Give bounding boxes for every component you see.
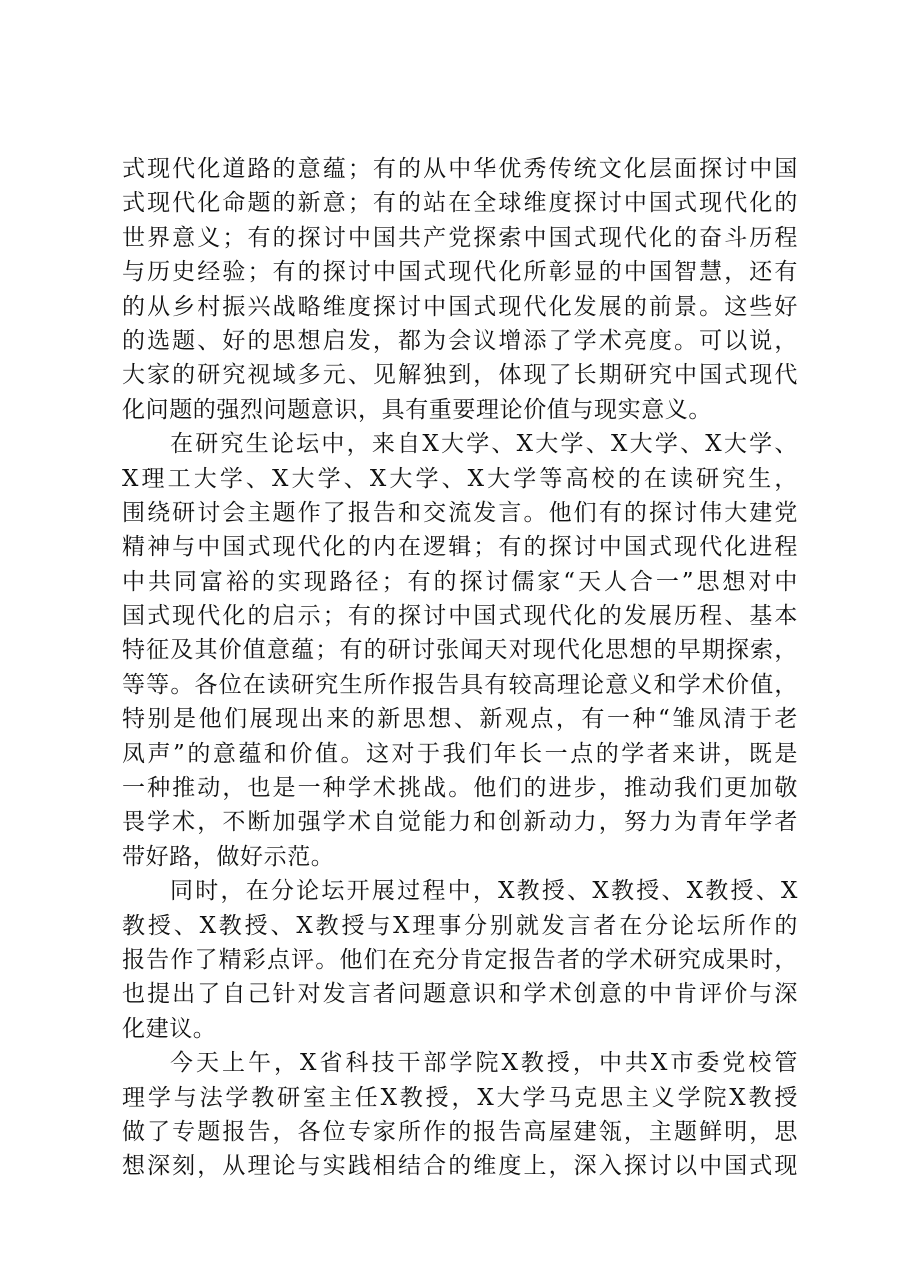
text-line: 带好路，做好示范。 [122, 843, 335, 870]
text-line: 的从乡村振兴战略维度探讨中国式现代化发展的前景。这些好 [122, 293, 798, 320]
text-line: 同时，在分论坛开展过程中，X教授、X教授、X教授、X [170, 878, 798, 905]
text-line: 报告作了精彩点评。他们在充分肯定报告者的学术研究成果时， [122, 946, 798, 973]
text-line: 想深刻，从理论与实践相结合的维度上，深入探讨以中国式现 [122, 1153, 798, 1180]
body-text [122, 152, 798, 1184]
text-line: 教授、X教授、X教授与X理事分别就发言者在分论坛所作的 [122, 912, 798, 939]
text-line: 理学与法学教研室主任X教授，X大学马克思主义学院X教授 [122, 1084, 798, 1111]
text-line: 化问题的强烈问题意识，具有重要理论价值与现实意义。 [122, 396, 712, 423]
text-line: 式现代化道路的意蕴；有的从中华优秀传统文化层面探讨中国 [122, 156, 798, 182]
text-line: X理工大学、X大学、X大学、X大学等高校的在读研究生， [122, 465, 798, 492]
text-line: 精神与中国式现代化的内在逻辑；有的探讨中国式现代化进程 [122, 534, 798, 561]
text-line: 与历史经验；有的探讨中国式现代化所彰显的中国智慧，还有 [122, 259, 798, 286]
text-line: 凤声”的意蕴和价值。这对于我们年长一点的学者来讲，既是 [122, 740, 798, 767]
paragraph [122, 152, 798, 427]
paragraph [122, 1046, 798, 1184]
text-line: 做了专题报告，各位专家所作的报告高屋建瓴，主题鲜明，思 [122, 1118, 798, 1145]
text-line: 特别是他们展现出来的新思想、新观点，有一种“雏凤清于老 [122, 706, 798, 733]
paragraph [122, 427, 798, 874]
text-line: 等等。各位在读研究生所作报告具有较高理论意义和学术价值， [122, 671, 798, 698]
text-line: 式现代化命题的新意；有的站在全球维度探讨中国式现代化的 [122, 190, 798, 217]
text-line: 化建议。 [122, 1015, 217, 1042]
text-line: 的选题、好的思想启发，都为会议增添了学术亮度。可以说， [122, 327, 798, 354]
text-line: 世界意义；有的探讨中国共产党探索中国式现代化的奋斗历程 [122, 224, 798, 251]
text-line: 也提出了自己针对发言者问题意识和学术创意的中肯评价与深 [122, 981, 798, 1008]
text-line: 畏学术，不断加强学术自觉能力和创新动力，努力为青年学者 [122, 809, 798, 836]
text-line: 一种推动，也是一种学术挑战。他们的进步，推动我们更加敬 [122, 775, 798, 802]
text-line: 特征及其价值意蕴；有的研讨张闻天对现代化思想的早期探索， [122, 637, 798, 664]
text-line: 国式现代化的启示；有的探讨中国式现代化的发展历程、基本 [122, 603, 798, 630]
text-line: 在研究生论坛中，来自X大学、X大学、X大学、X大学、 [170, 431, 798, 458]
text-line: 围绕研讨会主题作了报告和交流发言。他们有的探讨伟大建党 [122, 499, 798, 526]
text-line: 大家的研究视域多元、见解独到，体现了长期研究中国式现代 [122, 362, 798, 389]
paragraph [122, 874, 798, 1046]
text-line: 今天上午，X省科技干部学院X教授，中共X市委党校管 [170, 1050, 798, 1077]
text-line: 中共同富裕的实现路径；有的探讨儒家“天人合一”思想对中 [122, 568, 798, 595]
